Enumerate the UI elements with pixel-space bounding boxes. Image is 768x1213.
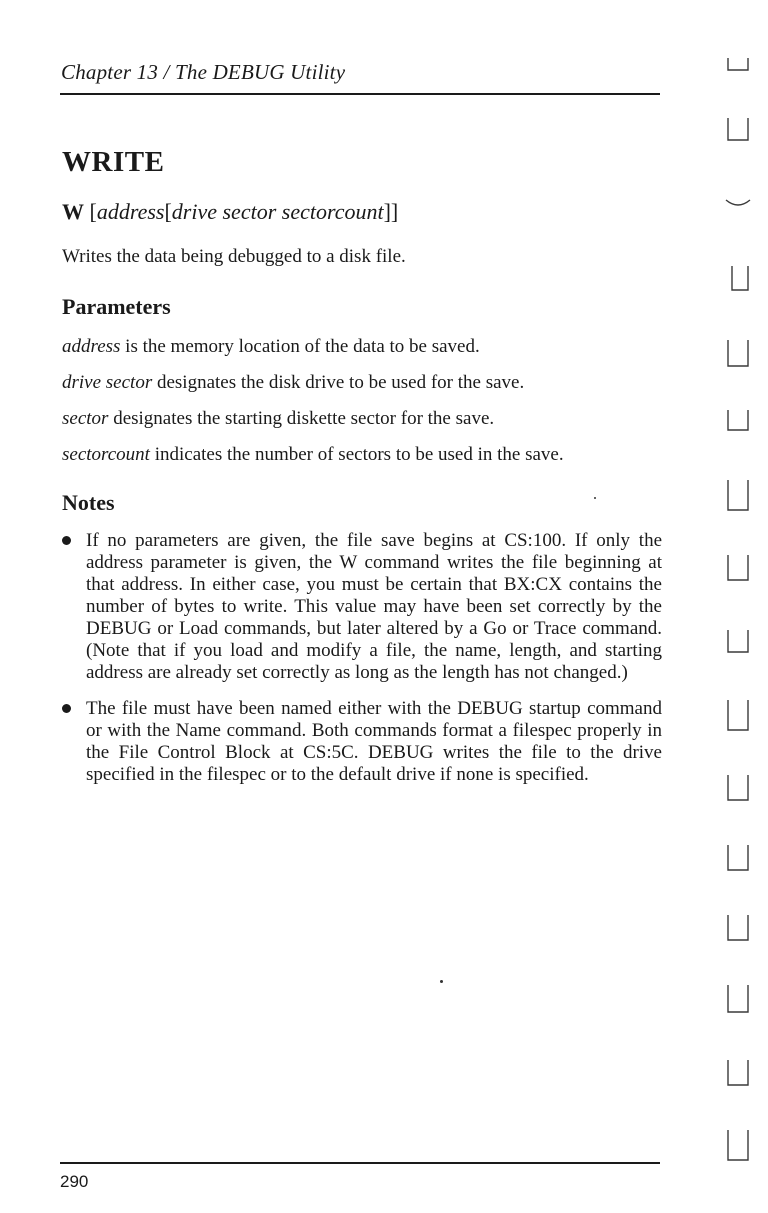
notes-heading: Notes	[62, 490, 115, 515]
note-item	[62, 698, 662, 786]
note-text: The file must have been named either with the DEBUG startup command or with the Name command. Both commands format a filespec properly in the File Control Block at CS:5C. DEBUG writes the file to the drive specified in the filespec or to the default drive if none is specified.	[86, 698, 662, 785]
paper-speck	[440, 980, 443, 983]
syntax-command: W	[62, 199, 84, 224]
header-rule	[60, 93, 660, 95]
syntax-bracket-open: [	[84, 199, 97, 224]
syntax-drive: drive sector sectorcount	[171, 199, 384, 224]
parameter-entry	[62, 408, 662, 430]
note-text: If no parameters are given, the file save begins at CS:100. If only the address parameter is given, the W command writes the file beginning at that address. In either case, you must be certain that BX:CX contains the number of bytes to write. This value may have been set correctly by the DEBUG or Load commands, but later altered by a Go or Trace command. (Note that if you load and modify a file, the name, length, and starting address are already set correctly as long as the length has not changed.)	[86, 530, 662, 683]
parameter-text: designates the starting diskette sector for the save.	[108, 408, 495, 429]
binding-marks	[718, 40, 768, 1180]
parameter-entry	[62, 444, 662, 466]
parameter-text: indicates the number of sectors to be used in the save.	[149, 444, 564, 465]
note-item	[62, 530, 662, 684]
syntax-inner-bracket: [	[164, 199, 172, 224]
bullet-icon	[62, 536, 71, 545]
command-syntax	[62, 199, 662, 225]
parameter-term: sector	[62, 408, 109, 429]
parameter-entry	[62, 372, 662, 394]
parameters-heading: Parameters	[62, 294, 171, 319]
command-title: WRITE	[62, 146, 165, 178]
syntax-address: address	[96, 199, 165, 224]
syntax-bracket-close: ]]	[383, 199, 399, 224]
running-head: Chapter 13 / The DEBUG Utility	[61, 60, 346, 84]
page-content	[62, 146, 662, 800]
paper-speck	[594, 497, 596, 499]
bullet-icon	[62, 704, 71, 713]
notes-list	[62, 530, 662, 786]
parameter-text: is the memory location of the data to be saved.	[120, 336, 480, 357]
parameter-term: sectorcount	[62, 444, 150, 465]
parameter-entry	[62, 336, 662, 358]
command-description: Writes the data being debugged to a disk file.	[62, 246, 406, 267]
footer-rule	[60, 1162, 660, 1164]
parameter-term: address	[62, 336, 121, 357]
parameter-term: drive sector	[62, 372, 153, 393]
parameter-text: designates the disk drive to be used for the save.	[152, 372, 525, 393]
page-number: 290	[60, 1172, 89, 1191]
